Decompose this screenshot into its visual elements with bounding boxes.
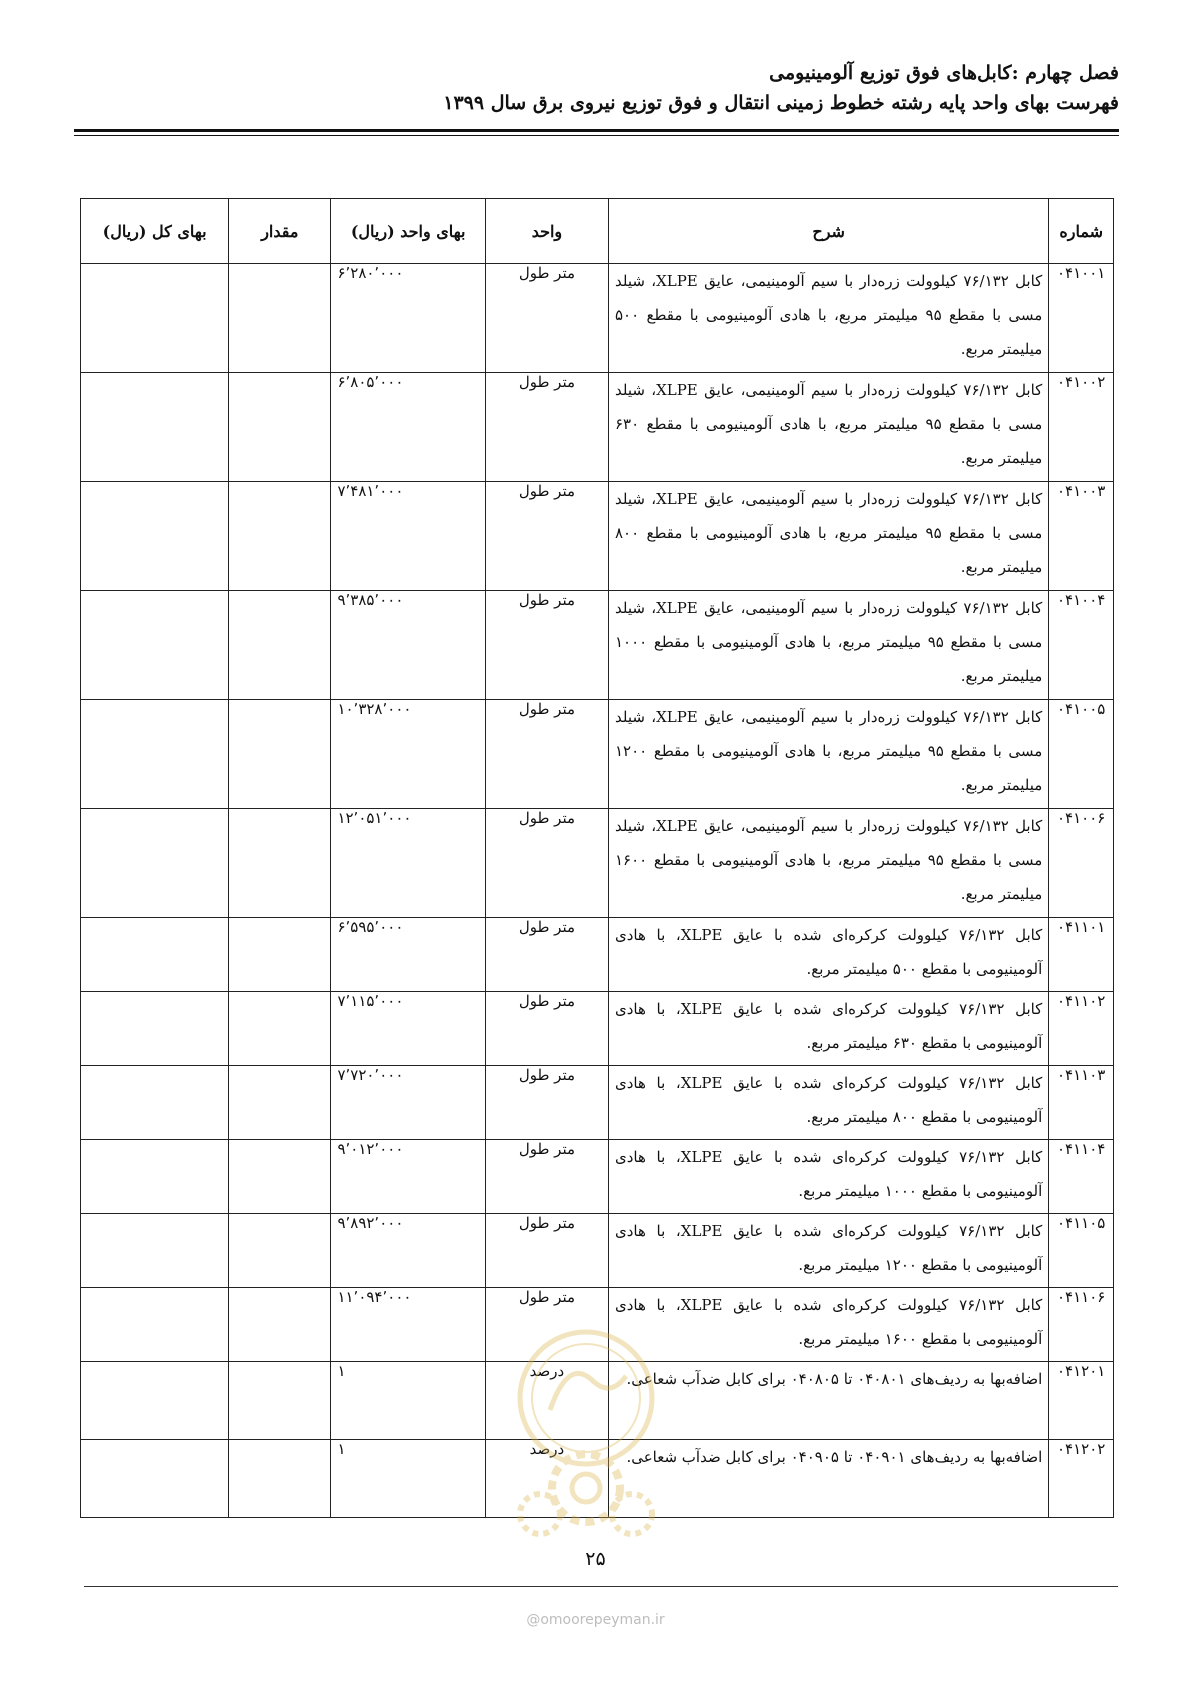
row-unit-price: ۷٬۴۸۱٬۰۰۰ bbox=[331, 482, 485, 591]
row-quantity bbox=[229, 1066, 331, 1140]
row-unit: متر طول bbox=[485, 918, 608, 992]
row-unit: متر طول bbox=[485, 1066, 608, 1140]
row-code: ۰۴۱۱۰۳ bbox=[1049, 1066, 1114, 1140]
row-description: اضافه‌بها به ردیف‌های ۰۴۰۹۰۱ تا ۰۴۰۹۰۵ برای کابل ضدآب شعاعی. bbox=[608, 1440, 1048, 1518]
row-description: کابل ۷۶/۱۳۲ کیلوولت کرکره‌ای شده با عایق XLPE، با هادی آلومینیومی با مقطع ۵۰۰ میلیمتر مربع. bbox=[608, 918, 1048, 992]
row-code: ۰۴۱۱۰۱ bbox=[1049, 918, 1114, 992]
row-unit-price: ۹٬۳۸۵٬۰۰۰ bbox=[331, 591, 485, 700]
row-description: کابل ۷۶/۱۳۲ کیلوولت کرکره‌ای شده با عایق XLPE، با هادی آلومینیومی با مقطع ۱۰۰۰ میلیمتر مربع. bbox=[608, 1140, 1048, 1214]
table-row bbox=[81, 1288, 1114, 1362]
row-code: ۰۴۱۱۰۴ bbox=[1049, 1140, 1114, 1214]
row-total-price bbox=[81, 1288, 229, 1362]
table-header-row bbox=[81, 199, 1114, 264]
row-unit: متر طول bbox=[485, 373, 608, 482]
row-unit: درصد bbox=[485, 1362, 608, 1440]
table-row bbox=[81, 373, 1114, 482]
row-total-price bbox=[81, 1362, 229, 1440]
row-unit: متر طول bbox=[485, 264, 608, 373]
column-header-description: شرح bbox=[608, 199, 1048, 264]
column-header-quantity: مقدار bbox=[229, 199, 331, 264]
row-total-price bbox=[81, 591, 229, 700]
column-header-unit: واحد bbox=[485, 199, 608, 264]
row-unit: متر طول bbox=[485, 591, 608, 700]
row-unit: متر طول bbox=[485, 1214, 608, 1288]
row-total-price bbox=[81, 482, 229, 591]
row-description: کابل ۷۶/۱۳۲ کیلوولت زره‌دار با سیم آلومینیمی، عایق XLPE، شیلد مسی با مقطع ۹۵ میلیمتر مربع، با هادی آلومینیومی با مقطع ۱۶۰۰ میلیمتر مربع. bbox=[608, 809, 1048, 918]
row-total-price bbox=[81, 1440, 229, 1518]
row-quantity bbox=[229, 1288, 331, 1362]
row-description: کابل ۷۶/۱۳۲ کیلوولت زره‌دار با سیم آلومینیمی، عایق XLPE، شیلد مسی با مقطع ۹۵ میلیمتر مربع، با هادی آلومینیومی با مقطع ۱۰۰۰ میلیمتر مربع. bbox=[608, 591, 1048, 700]
row-quantity bbox=[229, 1440, 331, 1518]
row-code: ۰۴۱۲۰۲ bbox=[1049, 1440, 1114, 1518]
table-row bbox=[81, 700, 1114, 809]
row-code: ۰۴۱۰۰۱ bbox=[1049, 264, 1114, 373]
row-description: کابل ۷۶/۱۳۲ کیلوولت کرکره‌ای شده با عایق XLPE، با هادی آلومینیومی با مقطع ۸۰۰ میلیمتر مربع. bbox=[608, 1066, 1048, 1140]
row-quantity bbox=[229, 809, 331, 918]
row-quantity bbox=[229, 591, 331, 700]
row-unit: متر طول bbox=[485, 1140, 608, 1214]
row-code: ۰۴۱۰۰۳ bbox=[1049, 482, 1114, 591]
row-unit: متر طول bbox=[485, 700, 608, 809]
row-unit-price: ۱۱٬۰۹۴٬۰۰۰ bbox=[331, 1288, 485, 1362]
row-quantity bbox=[229, 918, 331, 992]
row-unit-price: ۷٬۷۲۰٬۰۰۰ bbox=[331, 1066, 485, 1140]
row-code: ۰۴۱۰۰۴ bbox=[1049, 591, 1114, 700]
row-total-price bbox=[81, 809, 229, 918]
row-description: کابل ۷۶/۱۳۲ کیلوولت کرکره‌ای شده با عایق XLPE، با هادی آلومینیومی با مقطع ۱۲۰۰ میلیمتر مربع. bbox=[608, 1214, 1048, 1288]
row-unit: متر طول bbox=[485, 809, 608, 918]
row-unit: درصد bbox=[485, 1440, 608, 1518]
row-code: ۰۴۱۰۰۲ bbox=[1049, 373, 1114, 482]
row-unit-price: ۱ bbox=[331, 1440, 485, 1518]
row-unit-price: ۱ bbox=[331, 1362, 485, 1440]
column-header-unit-price: بهای واحد (ریال) bbox=[331, 199, 485, 264]
row-code: ۰۴۱۱۰۵ bbox=[1049, 1214, 1114, 1288]
row-quantity bbox=[229, 1214, 331, 1288]
row-description: اضافه‌بها به ردیف‌های ۰۴۰۸۰۱ تا ۰۴۰۸۰۵ برای کابل ضدآب شعاعی. bbox=[608, 1362, 1048, 1440]
row-code: ۰۴۱۲۰۱ bbox=[1049, 1362, 1114, 1440]
table-row bbox=[81, 591, 1114, 700]
row-quantity bbox=[229, 1362, 331, 1440]
row-quantity bbox=[229, 1140, 331, 1214]
footer-rule bbox=[84, 1586, 1118, 1587]
row-unit-price: ۱۲٬۰۵۱٬۰۰۰ bbox=[331, 809, 485, 918]
table-row bbox=[81, 1440, 1114, 1518]
column-header-code: شماره bbox=[1049, 199, 1114, 264]
page-number: ۲۵ bbox=[585, 1548, 606, 1570]
row-unit-price: ۷٬۱۱۵٬۰۰۰ bbox=[331, 992, 485, 1066]
row-quantity bbox=[229, 700, 331, 809]
row-unit-price: ۹٬۸۹۲٬۰۰۰ bbox=[331, 1214, 485, 1288]
table-row bbox=[81, 1140, 1114, 1214]
row-code: ۰۴۱۰۰۵ bbox=[1049, 700, 1114, 809]
row-description: کابل ۷۶/۱۳۲ کیلوولت زره‌دار با سیم آلومینیمی، عایق XLPE، شیلد مسی با مقطع ۹۵ میلیمتر مربع، با هادی آلومینیومی با مقطع ۱۲۰۰ میلیمتر مربع. bbox=[608, 700, 1048, 809]
row-unit-price: ۹٬۰۱۲٬۰۰۰ bbox=[331, 1140, 485, 1214]
row-total-price bbox=[81, 918, 229, 992]
row-code: ۰۴۱۱۰۶ bbox=[1049, 1288, 1114, 1362]
table-row bbox=[81, 1214, 1114, 1288]
row-total-price bbox=[81, 1066, 229, 1140]
row-description: کابل ۷۶/۱۳۲ کیلوولت زره‌دار با سیم آلومینیمی، عایق XLPE، شیلد مسی با مقطع ۹۵ میلیمتر مربع، با هادی آلومینیومی با مقطع ۸۰۰ میلیمتر مربع. bbox=[608, 482, 1048, 591]
page-header bbox=[74, 58, 1119, 118]
row-quantity bbox=[229, 992, 331, 1066]
chapter-title: فصل چهارم :کابل‌های فوق توزیع آلومینیومی bbox=[769, 62, 1119, 84]
price-table bbox=[80, 198, 1114, 1518]
column-header-total-price: بهای کل (ریال) bbox=[81, 199, 229, 264]
header-rule-thin bbox=[74, 135, 1119, 136]
row-code: ۰۴۱۰۰۶ bbox=[1049, 809, 1114, 918]
table-row bbox=[81, 1066, 1114, 1140]
row-description: کابل ۷۶/۱۳۲ کیلوولت زره‌دار با سیم آلومینیمی، عایق XLPE، شیلد مسی با مقطع ۹۵ میلیمتر مربع، با هادی آلومینیومی با مقطع ۶۳۰ میلیمتر مربع. bbox=[608, 373, 1048, 482]
table-row bbox=[81, 264, 1114, 373]
row-unit-price: ۶٬۸۰۵٬۰۰۰ bbox=[331, 373, 485, 482]
row-unit: متر طول bbox=[485, 1288, 608, 1362]
site-watermark: @omoorepeyman.ir bbox=[526, 1612, 665, 1628]
row-description: کابل ۷۶/۱۳۲ کیلوولت کرکره‌ای شده با عایق XLPE، با هادی آلومینیومی با مقطع ۶۳۰ میلیمتر مربع. bbox=[608, 992, 1048, 1066]
row-total-price bbox=[81, 1140, 229, 1214]
row-description: کابل ۷۶/۱۳۲ کیلوولت کرکره‌ای شده با عایق XLPE، با هادی آلومینیومی با مقطع ۱۶۰۰ میلیمتر مربع. bbox=[608, 1288, 1048, 1362]
row-total-price bbox=[81, 992, 229, 1066]
row-unit-price: ۶٬۲۸۰٬۰۰۰ bbox=[331, 264, 485, 373]
row-unit: متر طول bbox=[485, 482, 608, 591]
row-total-price bbox=[81, 264, 229, 373]
row-unit-price: ۶٬۵۹۵٬۰۰۰ bbox=[331, 918, 485, 992]
row-total-price bbox=[81, 373, 229, 482]
table-row bbox=[81, 482, 1114, 591]
row-quantity bbox=[229, 482, 331, 591]
row-quantity bbox=[229, 264, 331, 373]
row-quantity bbox=[229, 373, 331, 482]
table-row bbox=[81, 992, 1114, 1066]
row-code: ۰۴۱۱۰۲ bbox=[1049, 992, 1114, 1066]
row-unit-price: ۱۰٬۳۲۸٬۰۰۰ bbox=[331, 700, 485, 809]
row-description: کابل ۷۶/۱۳۲ کیلوولت زره‌دار با سیم آلومینیمی، عایق XLPE، شیلد مسی با مقطع ۹۵ میلیمتر مربع، با هادی آلومینیومی با مقطع ۵۰۰ میلیمتر مربع. bbox=[608, 264, 1048, 373]
table-row bbox=[81, 918, 1114, 992]
document-subtitle: فهرست بهای واحد پایه رشته خطوط زمینی انتقال و فوق توزیع نیروی برق سال ۱۳۹۹ bbox=[443, 92, 1119, 114]
row-unit: متر طول bbox=[485, 992, 608, 1066]
row-total-price bbox=[81, 1214, 229, 1288]
header-rule-thick bbox=[74, 129, 1119, 132]
table-row bbox=[81, 1362, 1114, 1440]
table-row bbox=[81, 809, 1114, 918]
row-total-price bbox=[81, 700, 229, 809]
